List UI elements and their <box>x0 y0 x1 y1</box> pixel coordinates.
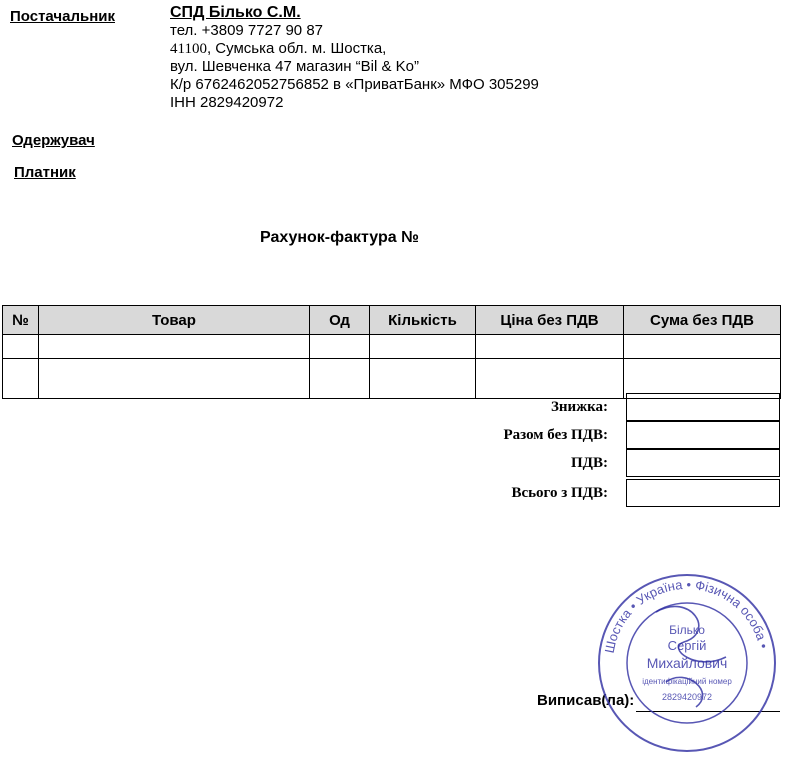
col-header-number: № <box>3 306 39 335</box>
issued-by-label: Виписав(ла): <box>537 692 635 709</box>
supplier-street: вул. Шевченка 47 магазин “Bil & Ko” <box>170 58 420 75</box>
col-header-product: Товар <box>39 306 310 335</box>
col-header-sum: Сума без ПДВ <box>624 306 781 335</box>
discount-field <box>626 393 780 421</box>
total-field <box>626 479 780 507</box>
supplier-label: Постачальник <box>10 8 115 25</box>
invoice-title: Рахунок-фактура № <box>260 229 419 246</box>
subtotal-label: Разом без ПДВ: <box>503 427 608 443</box>
table-cell <box>476 335 624 359</box>
table-row <box>3 335 781 359</box>
table-cell <box>310 335 370 359</box>
col-header-unit: Од <box>310 306 370 335</box>
recipient-label: Одержувач <box>12 132 95 149</box>
stamp-patronymic: Михайлович <box>646 655 728 671</box>
table-cell <box>624 335 781 359</box>
stamp-given: Сергій <box>667 638 707 653</box>
table-cell <box>3 335 39 359</box>
subtotal-field <box>626 421 780 449</box>
discount-row <box>0 393 780 423</box>
stamp-code-label: ідентифікаційний номер <box>642 677 732 686</box>
supplier-name: СПД Білько С.М. <box>170 4 301 21</box>
vat-row <box>0 449 780 479</box>
subtotal-row <box>0 421 780 451</box>
vat-field <box>626 449 780 477</box>
supplier-bank: К/р 6762462052756852 в «ПриватБанк» МФО 305299 <box>170 76 539 93</box>
supplier-zip: 41100 <box>170 41 207 57</box>
stamp-name: Білько <box>669 623 705 637</box>
supplier-address-line1 <box>170 40 539 58</box>
table-cell <box>370 335 476 359</box>
supplier-phone: тел. +3809 7727 90 87 <box>170 22 324 39</box>
col-header-quantity: Кількість <box>370 306 476 335</box>
total-label: Всього з ПДВ: <box>511 485 608 501</box>
supplier-tax-id: ІНН 2829420972 <box>170 94 284 111</box>
supplier-region: , Сумська обл. м. Шостка, <box>206 40 387 57</box>
round-stamp <box>596 572 778 754</box>
table-cell <box>39 335 310 359</box>
items-table <box>2 305 781 399</box>
vat-label: ПДВ: <box>571 455 608 471</box>
payer-label: Платник <box>14 164 76 181</box>
col-header-price: Ціна без ПДВ <box>476 306 624 335</box>
stamp-code: 2829420972 <box>661 692 713 702</box>
supplier-details <box>170 4 539 112</box>
total-row <box>0 479 780 509</box>
table-header-row <box>3 306 781 335</box>
discount-label: Знижка: <box>551 399 608 415</box>
stamp-outer-text: Шостка • Україна • Фізична особа • <box>601 576 772 655</box>
